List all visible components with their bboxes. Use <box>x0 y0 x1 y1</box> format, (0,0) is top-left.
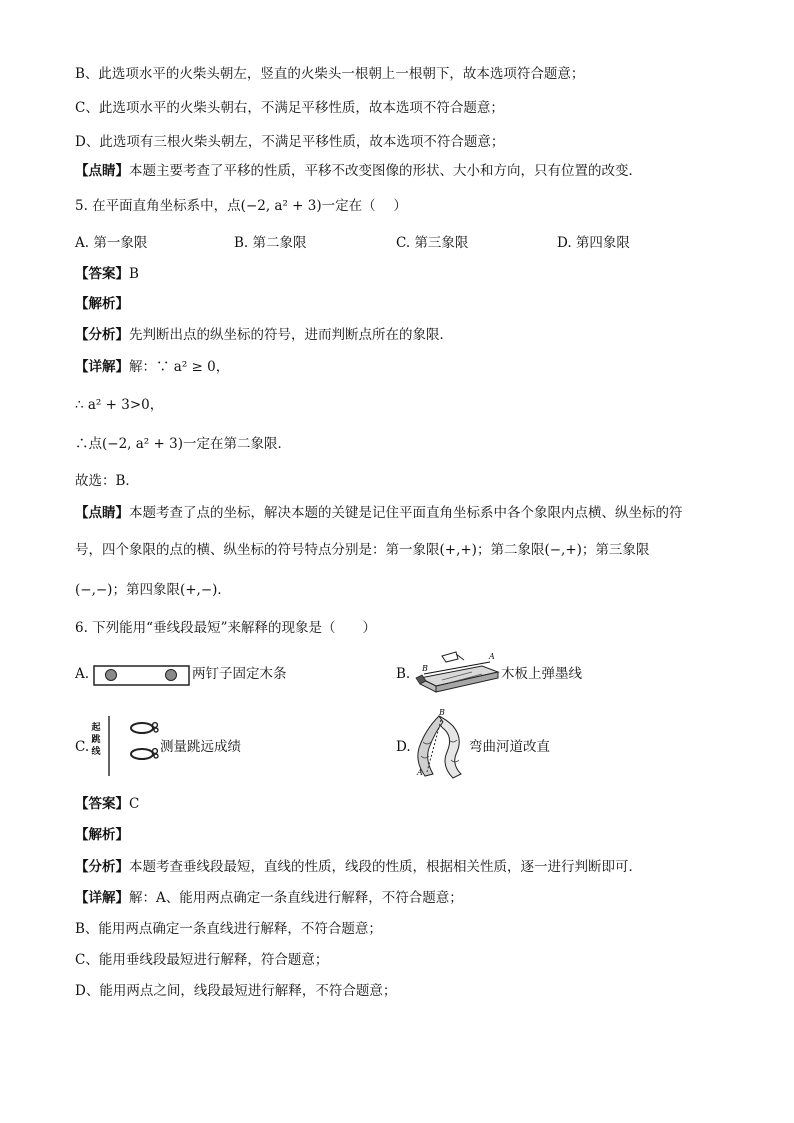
q5-step2: ∴ a² + 3>0， <box>75 397 164 413</box>
answer-tag: 【答案】 <box>75 796 129 812</box>
two-nails-board-figure <box>93 663 191 687</box>
q6-xiangjie-a <box>75 888 463 908</box>
xiangjie-tag: 【详解】 <box>75 890 129 906</box>
takeoff-line-label: 起跳线 <box>91 723 101 757</box>
sign-q3: (−,−) <box>75 582 113 598</box>
q6-option-a-label: 两钉子固定木条 <box>192 666 287 682</box>
q5-stem-end: 一定在（ ） <box>321 198 407 214</box>
dianjing-tag: 【点睛】 <box>75 163 129 179</box>
q5-answer <box>75 264 139 284</box>
river-straightening-figure <box>413 708 469 780</box>
fenxi-text: 先判断出点的纵坐标的符号，进而判断点所在的象限． <box>129 327 453 343</box>
q6-option-c-letter: C. <box>75 739 90 755</box>
q5-jiexi-heading: 【解析】 <box>75 296 129 312</box>
dianjing-seg: ；第二象限 <box>476 542 545 558</box>
q6-option-d-label: 弯曲河道改直 <box>469 739 550 755</box>
fenxi-tag: 【分析】 <box>75 859 129 875</box>
xiangjie-tag: 【详解】 <box>75 359 129 375</box>
q6-step-d: D、能用两点之间，线段最短进行解释，不符合题意； <box>75 983 397 999</box>
dianjing-tag: 【点睛】 <box>75 505 129 521</box>
q5-option-d: D. 第四象限 <box>557 235 630 251</box>
q4-option-c-explanation: C、此选项水平的火柴头朝右，不满足平移性质，故本选项不符合题意； <box>75 100 504 116</box>
point-a-label: A <box>417 768 423 777</box>
answer-value: C <box>129 796 140 812</box>
q4-option-b-explanation: B、此选项水平的火柴头朝左，竖直的火柴头一根朝上一根朝下，故本选项符合题意； <box>75 66 585 82</box>
q5-xiangjie-step1 <box>75 357 229 377</box>
sign-q1: (+,+) <box>439 542 477 558</box>
q4-option-d-explanation: D、此选项有三根火柴头朝左，不满足平移性质，故本选项不符合题意； <box>75 134 505 150</box>
q5-choose: 故选：B． <box>75 473 139 489</box>
q5-option-b: B. 第二象限 <box>234 235 307 251</box>
dianjing-text: 本题主要考查了平移的性质，平移不改变图像的形状、大小和方向，只有位置的改变． <box>129 163 642 179</box>
q6-option-b-label: 木板上弹墨线 <box>501 666 582 682</box>
q6-jiexi-heading: 【解析】 <box>75 827 129 843</box>
dianjing-seg: ；第四象限 <box>112 582 180 598</box>
dianjing-seg: 号，四个象限的点的横、纵坐标的符号特点分别是：第一象限 <box>75 542 440 558</box>
point-b-label: B <box>422 664 428 673</box>
q6-option-b-letter: B. <box>396 666 411 682</box>
q6-option-a-letter: A. <box>75 666 90 682</box>
q5-step3 <box>75 434 291 454</box>
sign-q2: (−,+) <box>544 542 582 558</box>
q5-dianjing-line1 <box>75 503 683 523</box>
q5-dianjing-line2 <box>75 540 649 560</box>
point-a-label: A <box>489 652 495 661</box>
step1-text: 解：∵ a² ≥ 0， <box>129 359 230 375</box>
q6-step-b: B、能用两点确定一条直线进行解释，不符合题意； <box>75 921 382 937</box>
footprint-icon <box>131 723 158 759</box>
step-a-text: 解：A、能用两点确定一条直线进行解释，不符合题意； <box>129 890 463 906</box>
q6-option-d-letter: D. <box>396 739 411 755</box>
q4-dianjing <box>75 161 642 181</box>
dianjing-seg: ；第三象限 <box>581 542 650 558</box>
dianjing-seg: ． <box>217 582 231 598</box>
question-5 <box>75 196 407 216</box>
point-b-label: B <box>439 708 445 717</box>
step3-point: (−2, a² + 3) <box>102 436 183 452</box>
q5-option-a: A. 第一象限 <box>75 235 148 251</box>
q5-point: (−2, a² + 3) <box>240 198 322 214</box>
step3-pre: ∴点 <box>75 436 102 452</box>
q5-stem: 5. 在平面直角坐标系中，点 <box>75 198 241 214</box>
q5-option-c: C. 第三象限 <box>396 235 469 251</box>
fenxi-tag: 【分析】 <box>75 327 129 343</box>
fenxi-text: 本题考查垂线段最短，直线的性质，线段的性质，根据相关性质，逐一进行判断即可． <box>129 859 642 875</box>
q6-fenxi <box>75 857 642 877</box>
dianjing-text: 本题考查了点的坐标，解决本题的关键是记住平面直角坐标系中各个象限内点横、纵坐标的符 <box>129 505 683 521</box>
sign-q4: (+,−) <box>179 582 218 598</box>
q5-dianjing-line3 <box>75 580 231 600</box>
answer-tag: 【答案】 <box>75 266 129 282</box>
step3-post: 一定在第二象限． <box>182 436 291 452</box>
long-jump-figure <box>90 716 162 776</box>
ink-line-board-figure <box>412 650 500 696</box>
question-6: 6. 下列能用“垂线段最短”来解释的现象是（ ） <box>75 620 376 636</box>
q5-fenxi <box>75 325 453 345</box>
q6-step-c: C、能用垂线段最短进行解释，符合题意； <box>75 952 329 968</box>
q6-option-c-label: 测量跳远成绩 <box>160 739 241 755</box>
q6-answer <box>75 794 139 814</box>
answer-value: B <box>129 266 139 282</box>
